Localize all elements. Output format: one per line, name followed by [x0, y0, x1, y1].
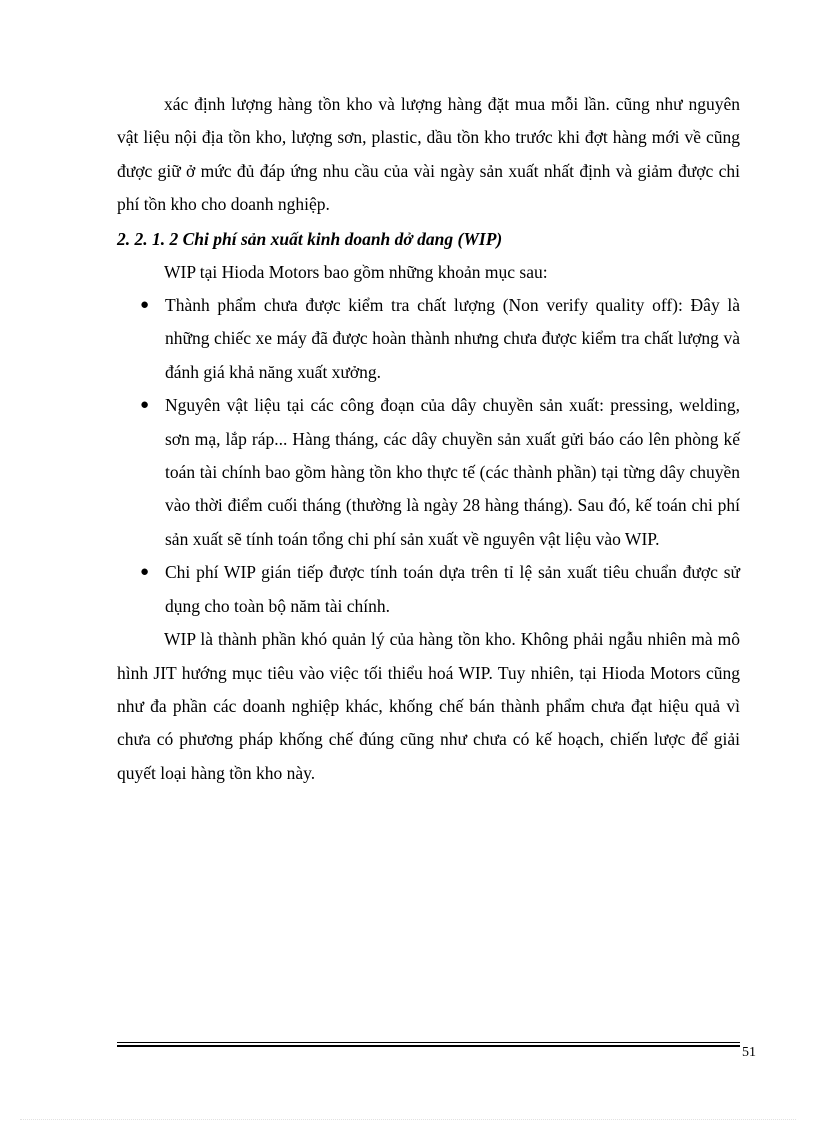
list-item-text: Chi phí WIP gián tiếp được tính toán dựa trên tỉ lệ sản xuất tiêu chuẩn được sử dụng cho toàn bộ năm tài chính.	[165, 562, 740, 616]
footer-rule-thin	[117, 1042, 740, 1043]
list-item-text: Nguyên vật liệu tại các công đoạn của dây chuyền sản xuất: pressing, welding, sơn mạ, lắp ráp... Hàng tháng, các dây chuyền sản xuất gửi báo cáo lên phòng kế toán tài chính bao gồm hàng tồn kho thực tế (các thành phần) tại từng dây chuyền vào thời điểm cuối tháng (thường là ngày 28 hàng tháng). Sau đó, kế toán chi phí sản xuất sẽ tính toán tổng chi phí sản xuất về nguyên vật liệu vào WIP.	[165, 395, 740, 549]
list-item-text: Thành phẩm chưa được kiểm tra chất lượng (Non verify quality off): Đây là những chiếc xe máy đã được hoàn thành nhưng chưa được kiểm tra chất lượng và đánh giá khả năng xuất xưởng.	[165, 295, 740, 382]
page-bottom-border	[20, 1119, 796, 1120]
page-content	[117, 88, 740, 790]
bullet-icon: ●	[140, 297, 150, 314]
list-item	[117, 289, 740, 389]
section-heading: 2. 2. 1. 2 Chi phí sản xuất kinh doanh dở dang (WIP)	[117, 228, 503, 249]
closing-paragraph: WIP là thành phần khó quản lý của hàng tồn kho. Không phải ngẫu nhiên mà mô hình JIT hướng mục tiêu vào việc tối thiểu hoá WIP. Tuy nhiên, tại Hioda Motors cũng như đa phần các doanh nghiệp khác, khống chế bán thành phẩm chưa đạt hiệu quả vì chưa có phương pháp khống chế đúng cũng như chưa có kế hoạch, chiến lược để giải quyết loại hàng tồn kho này.	[117, 629, 740, 783]
page-number: 51	[742, 1045, 756, 1060]
bullet-icon: ●	[140, 564, 150, 581]
footer-rule-thick	[117, 1045, 740, 1047]
bullet-list	[117, 289, 740, 623]
bullet-icon: ●	[140, 397, 150, 414]
list-item	[117, 389, 740, 556]
intro-paragraph: xác định lượng hàng tồn kho và lượng hàng đặt mua mỗi lần. cũng như nguyên vật liệu nội địa tồn kho, lượng sơn, plastic, dầu tồn kho trước khi đợt hàng mới về cũng được giữ ở mức đủ đáp ứng nhu cầu của vài ngày sản xuất nhất định và giảm được chi phí tồn kho cho doanh nghiệp.	[117, 94, 740, 215]
list-item	[117, 556, 740, 623]
list-intro: WIP tại Hioda Motors bao gồm những khoản mục sau:	[164, 261, 548, 282]
